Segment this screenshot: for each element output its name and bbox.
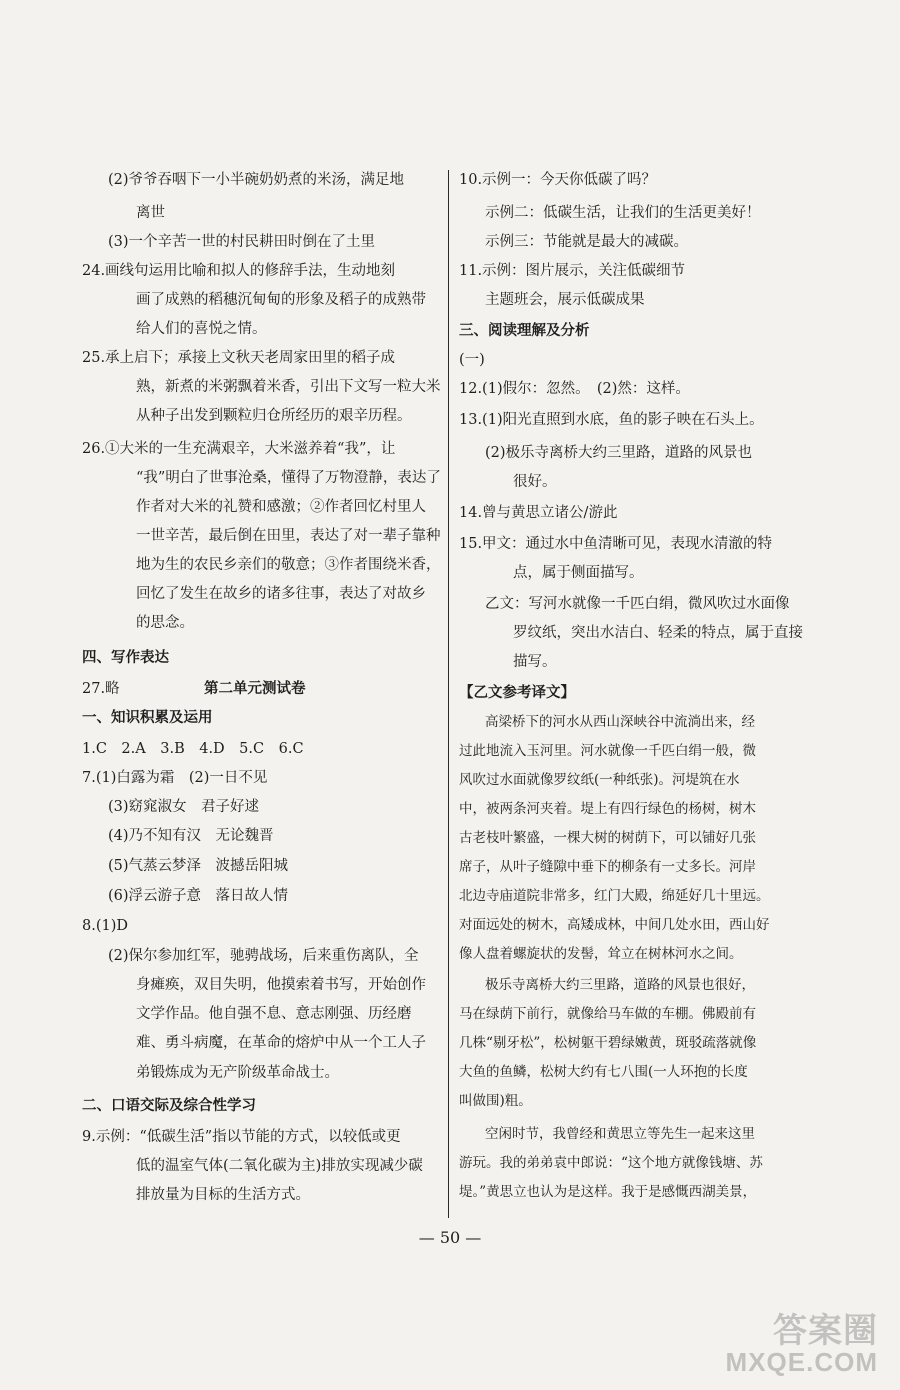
text-line: 过此地流入玉河里。河水就像一千匹白绢一般，微 bbox=[459, 743, 756, 759]
watermark-logo bbox=[702, 1308, 878, 1378]
unit-test-title: 第二单元测试卷 bbox=[204, 680, 306, 697]
text-line: 13.(1)阳光直照到水底，鱼的影子映在石头上。 bbox=[459, 412, 764, 428]
text-line: 11.示例：图片展示，关注低碳细节 bbox=[459, 263, 686, 279]
section-heading: 二、口语交际及综合性学习 bbox=[82, 1097, 256, 1114]
text-line: 很好。 bbox=[513, 474, 557, 490]
text-line: 画了成熟的稻穗沉甸甸的形象及稻子的成熟带 bbox=[136, 292, 426, 308]
text-line: 10.示例一：今天你低碳了吗？ bbox=[459, 172, 657, 188]
text-line: 8.(1)D bbox=[82, 918, 128, 934]
section-heading: 一、知识积累及运用 bbox=[82, 709, 213, 726]
text-line: 示例二：低碳生活，让我们的生活更美好！ bbox=[485, 205, 761, 221]
text-line: 古老枝叶繁盛，一棵大树的树荫下，可以铺好几张 bbox=[459, 830, 756, 846]
text-line: (5)气蒸云梦泽 波撼岳阳城 bbox=[108, 858, 289, 874]
text-line: 从种子出发到颗粒归仓所经历的艰辛历程。 bbox=[136, 408, 412, 424]
column-divider bbox=[448, 170, 449, 1218]
text-line: 14.曾与黄思立诸公/游此 bbox=[459, 505, 618, 521]
text-line: 空闲时节，我曾经和黄思立等先生一起来这里 bbox=[485, 1126, 755, 1142]
text-line: 27.略 bbox=[82, 681, 120, 697]
text-line: 文学作品。他自强不息、意志刚强、历经磨 bbox=[136, 1006, 412, 1022]
text-line: 的思念。 bbox=[136, 615, 194, 631]
text-line: (2)极乐寺离桥大约三里路，道路的风景也 bbox=[485, 445, 753, 461]
text-line: 难、勇斗病魔，在革命的熔炉中从一个工人子 bbox=[136, 1035, 426, 1051]
text-line: 回忆了发生在故乡的诸多往事，表达了对故乡 bbox=[136, 586, 426, 602]
page-number: — 50 — bbox=[418, 1228, 482, 1247]
text-line: 大鱼的鱼鳞，松树大约有七八围(一人环抱的长度 bbox=[459, 1064, 748, 1080]
text-line: 身瘫痪，双目失明，他摸索着书写，开始创作 bbox=[136, 977, 426, 993]
text-line: 给人们的喜悦之情。 bbox=[136, 321, 267, 337]
text-line: 排放量为目标的生活方式。 bbox=[136, 1187, 310, 1203]
text-line: (2)爷爷吞咽下一小半碗奶奶煮的米汤，满足地 bbox=[108, 172, 405, 188]
section-heading: 三、阅读理解及分析 bbox=[459, 322, 590, 339]
text-line: 堤。”黄思立也认为是这样。我于是感慨西湖美景， bbox=[459, 1184, 757, 1200]
text-line: (3)窈窕淑女 君子好逑 bbox=[108, 799, 260, 815]
text-line: 风吹过水面就像罗纹纸(一种纸张)。河堤筑在水 bbox=[459, 772, 740, 788]
text-line: 描写。 bbox=[513, 654, 557, 670]
text-line: 示例三：节能就是最大的减碳。 bbox=[485, 234, 688, 250]
text-line: 12.(1)假尔：忽然。 (2)然：这样。 bbox=[459, 381, 690, 397]
text-line: 马在绿荫下前行，就像给马车做的车棚。佛殿前有 bbox=[459, 1006, 756, 1022]
text-line: 北边寺庙道院非常多，红门大殿，绵延好几十里远。 bbox=[459, 888, 770, 904]
watermark-site-text: MXQE.COM bbox=[725, 1347, 878, 1377]
text-line: (2)保尔参加红军，驰骋战场，后来重伤离队，全 bbox=[108, 948, 419, 964]
text-line: 9.示例：“低碳生活”指以节能的方式，以较低或更 bbox=[82, 1129, 401, 1145]
section-heading: 四、写作表达 bbox=[82, 649, 169, 666]
text-line: 叫做围)粗。 bbox=[459, 1093, 532, 1109]
text-line: 高梁桥下的河水从西山深峡谷中流淌出来，经 bbox=[485, 714, 755, 730]
text-line: (一) bbox=[459, 352, 485, 368]
text-line: 25.承上启下；承接上文秋天老周家田里的稻子成 bbox=[82, 350, 396, 366]
text-line: 离世 bbox=[136, 205, 165, 221]
text-line: 26.①大米的一生充满艰辛，大米滋养着“我”，让 bbox=[82, 441, 396, 457]
section-heading: 【乙文参考译文】 bbox=[459, 684, 575, 701]
text-line: 游玩。我的弟弟袁中郎说：“这个地方就像钱塘、苏 bbox=[459, 1155, 763, 1171]
text-line: 1.C 2.A 3.B 4.D 5.C 6.C bbox=[82, 741, 304, 757]
text-line: 主题班会，展示低碳成果 bbox=[485, 292, 645, 308]
text-line: 24.画线句运用比喻和拟人的修辞手法，生动地刻 bbox=[82, 263, 396, 279]
text-line: 乙文：写河水就像一千匹白绢，微风吹过水面像 bbox=[485, 596, 790, 612]
text-line: (6)浮云游子意 落日故人情 bbox=[108, 888, 289, 904]
text-line: 中，被两条河夹着。堤上有四行绿色的杨树，树木 bbox=[459, 801, 756, 817]
text-line: 地为生的农民乡亲们的敬意；③作者围绕米香， bbox=[136, 557, 441, 573]
text-line: 几株“剔牙松”，松树躯干碧绿嫩黄，斑驳疏落就像 bbox=[459, 1035, 757, 1051]
text-line: 罗纹纸，突出水洁白、轻柔的特点，属于直接 bbox=[513, 625, 803, 641]
text-line: 15.甲文：通过水中鱼清晰可见，表现水清澈的特 bbox=[459, 536, 773, 552]
text-line: 低的温室气体(二氧化碳为主)排放实现减少碳 bbox=[136, 1158, 423, 1174]
text-line: 点，属于侧面描写。 bbox=[513, 565, 644, 581]
text-line: 7.(1)白露为霜 (2)一日不见 bbox=[82, 770, 268, 786]
text-line: 熟，新煮的米粥飘着米香，引出下文写一粒大米 bbox=[136, 379, 441, 395]
text-line: 极乐寺离桥大约三里路，道路的风景也很好， bbox=[485, 977, 755, 993]
text-line: 对面远处的树木，高矮成林，中间几处水田，西山好 bbox=[459, 917, 770, 933]
watermark-logo-text: 答案圈 bbox=[773, 1312, 878, 1350]
text-line: “我”明白了世事沧桑，懂得了万物澄静，表达了 bbox=[136, 470, 441, 486]
text-line: 像人盘着螺旋状的发髻，耸立在树林河水之间。 bbox=[459, 946, 743, 962]
text-line: (4)乃不知有汉 无论魏晋 bbox=[108, 828, 274, 844]
text-line: 弟锻炼成为无产阶级革命战士。 bbox=[136, 1065, 339, 1081]
text-line: 一世辛苦，最后倒在田里，表达了对一辈子靠种 bbox=[136, 528, 441, 544]
text-line: 作者对大米的礼赞和感激；②作者回忆村里人 bbox=[136, 499, 426, 515]
text-line: (3)一个辛苦一世的村民耕田时倒在了土里 bbox=[108, 234, 376, 250]
text-line: 席子，从叶子缝隙中垂下的柳条有一丈多长。河岸 bbox=[459, 859, 756, 875]
